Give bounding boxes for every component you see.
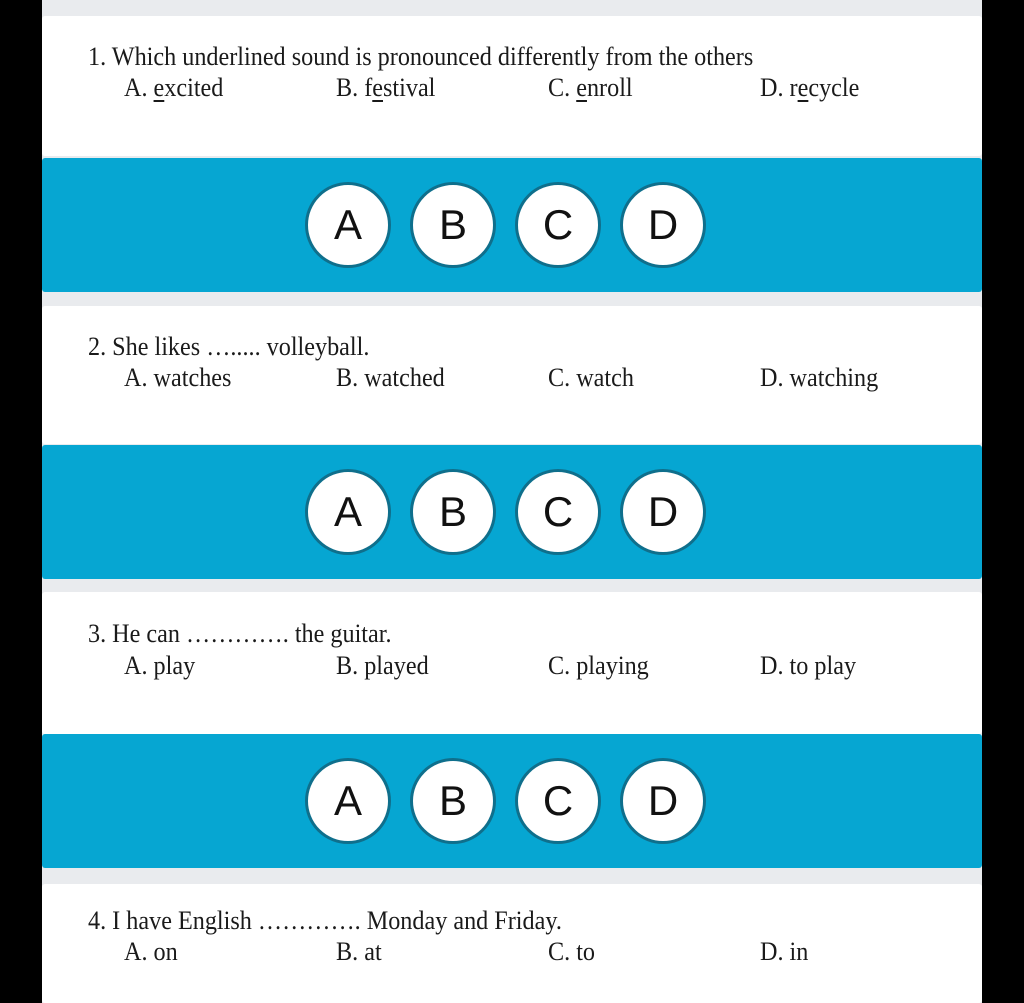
answer-button-3-c[interactable]: C	[515, 758, 601, 844]
option-4-a[interactable]: A. on	[124, 937, 178, 966]
answer-button-2-d[interactable]: D	[620, 469, 706, 555]
option-3-a[interactable]: A. play	[124, 651, 196, 680]
answer-bar-1	[42, 158, 982, 292]
option-2-a[interactable]: A. watches	[124, 363, 232, 392]
option-2-c[interactable]: C. watch	[548, 363, 634, 392]
answer-button-1-d[interactable]: D	[620, 182, 706, 268]
answer-button-1-c[interactable]: C	[515, 182, 601, 268]
answer-button-3-d[interactable]: D	[620, 758, 706, 844]
option-2-d[interactable]: D. watching	[760, 363, 879, 392]
answer-button-1-b[interactable]: B	[410, 182, 496, 268]
answer-bar-2	[42, 445, 982, 579]
answer-button-2-b[interactable]: B	[410, 469, 496, 555]
option-4-c[interactable]: C. to	[548, 937, 596, 966]
answer-button-2-a[interactable]: A	[305, 469, 391, 555]
answer-button-3-b[interactable]: B	[410, 758, 496, 844]
option-1-c[interactable]: C. enroll	[548, 73, 633, 102]
option-3-b[interactable]: B. played	[336, 651, 429, 680]
option-3-d[interactable]: D. to play	[760, 651, 857, 680]
answer-button-1-a[interactable]: A	[305, 182, 391, 268]
answer-button-3-a[interactable]: A	[305, 758, 391, 844]
option-1-a[interactable]: A. excited	[124, 73, 224, 102]
option-3-c[interactable]: C. playing	[548, 651, 649, 680]
question-text-3: 3. He can …………. the guitar.	[88, 619, 392, 648]
option-1-d[interactable]: D. recycle	[760, 73, 860, 102]
question-text-2: 2. She likes …..... volleyball.	[88, 332, 370, 361]
option-2-b[interactable]: B. watched	[336, 363, 445, 392]
answer-bar-3	[42, 734, 982, 868]
question-card-4	[42, 884, 982, 1003]
option-4-d[interactable]: D. in	[760, 937, 809, 966]
question-text-1: 1. Which underlined sound is pronounced differently from the others	[88, 42, 754, 71]
answer-button-2-c[interactable]: C	[515, 469, 601, 555]
question-text-4: 4. I have English …………. Monday and Friday.	[88, 906, 562, 935]
option-1-b[interactable]: B. festival	[336, 73, 436, 102]
option-4-b[interactable]: B. at	[336, 937, 382, 966]
